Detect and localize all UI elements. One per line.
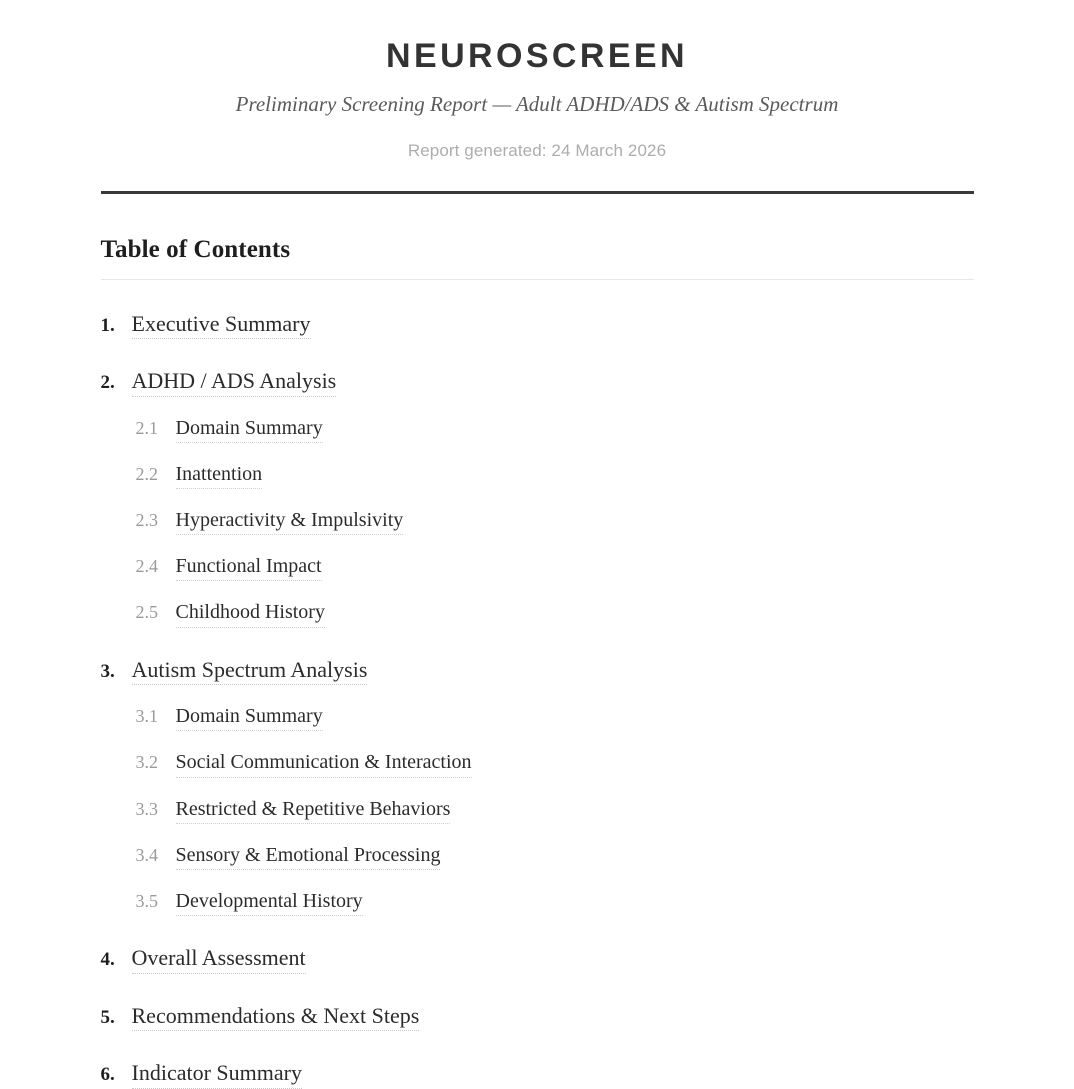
toc-entry[interactable] [101, 509, 974, 535]
toc-entry-number: 3.2 [135, 752, 158, 773]
toc-entry-label[interactable]: Recommendations & Next Steps [132, 1003, 420, 1032]
toc-entry-label[interactable]: Domain Summary [176, 705, 323, 731]
toc-entry-number: 3.3 [135, 798, 158, 819]
toc-entry[interactable] [101, 463, 974, 489]
toc-entry-label[interactable]: Sensory & Emotional Processing [176, 844, 441, 870]
toc-entry[interactable] [101, 1060, 974, 1089]
toc-entry[interactable] [101, 798, 974, 824]
report-subtitle: Preliminary Screening Report — Adult ADHD/ADS & Autism Spectrum [235, 92, 839, 117]
toc-entry-label[interactable]: Restricted & Repetitive Behaviors [176, 798, 451, 824]
toc-entry-label[interactable]: Indicator Summary [132, 1060, 302, 1089]
toc-entry[interactable] [101, 417, 974, 443]
toc-entry[interactable] [101, 657, 974, 686]
toc-entry-number: 5. [100, 1006, 115, 1028]
toc-entry-label[interactable]: Functional Impact [176, 555, 322, 581]
toc-entry-number: 2.4 [135, 556, 158, 577]
toc-entry-number: 3.4 [135, 844, 158, 865]
table-of-contents [101, 311, 974, 1089]
toc-entry-label[interactable]: Hyperactivity & Impulsivity [176, 509, 404, 535]
toc-entry-number: 1. [100, 314, 115, 336]
toc-entry-label[interactable]: Social Communication & Interaction [176, 751, 472, 777]
toc-heading-divider [101, 279, 974, 280]
toc-entry[interactable] [101, 555, 974, 581]
toc-entry[interactable] [101, 705, 974, 731]
toc-entry-number: 2.5 [135, 602, 158, 623]
toc-entry-number: 6. [100, 1064, 115, 1086]
header-divider [101, 191, 974, 194]
toc-entry-label[interactable]: Childhood History [176, 601, 325, 627]
toc-entry-label[interactable]: Domain Summary [176, 417, 323, 443]
toc-entry-number: 2.2 [135, 463, 158, 484]
toc-entry-label[interactable]: Developmental History [176, 890, 363, 916]
toc-entry[interactable] [101, 1003, 974, 1032]
table-of-contents-heading: Table of Contents [100, 235, 291, 263]
toc-entry-label[interactable]: Autism Spectrum Analysis [132, 657, 368, 686]
toc-entry-label[interactable]: Inattention [176, 463, 263, 489]
toc-entry[interactable] [101, 945, 974, 974]
toc-entry-number: 4. [100, 949, 115, 971]
report-header [0, 0, 1074, 162]
toc-entry-number: 2.1 [135, 417, 158, 438]
toc-entry[interactable] [101, 890, 974, 916]
toc-entry[interactable] [101, 368, 974, 397]
toc-entry-number: 2. [100, 372, 115, 394]
toc-entry-number: 3. [100, 660, 115, 682]
page-title: NEUROSCREEN [386, 37, 688, 75]
report-generated-date: Report generated: 24 March 2026 [407, 141, 667, 161]
toc-entry[interactable] [101, 844, 974, 870]
toc-entry[interactable] [101, 601, 974, 627]
toc-entry-label[interactable]: ADHD / ADS Analysis [132, 368, 337, 397]
toc-entry-label[interactable]: Executive Summary [132, 311, 311, 340]
document-content [101, 191, 974, 1089]
toc-entry-number: 3.5 [135, 890, 158, 911]
toc-entry-number: 3.1 [135, 706, 158, 727]
toc-entry[interactable] [101, 311, 974, 340]
toc-entry-number: 2.3 [135, 510, 158, 531]
toc-entry[interactable] [101, 751, 974, 777]
toc-entry-label[interactable]: Overall Assessment [132, 945, 306, 974]
